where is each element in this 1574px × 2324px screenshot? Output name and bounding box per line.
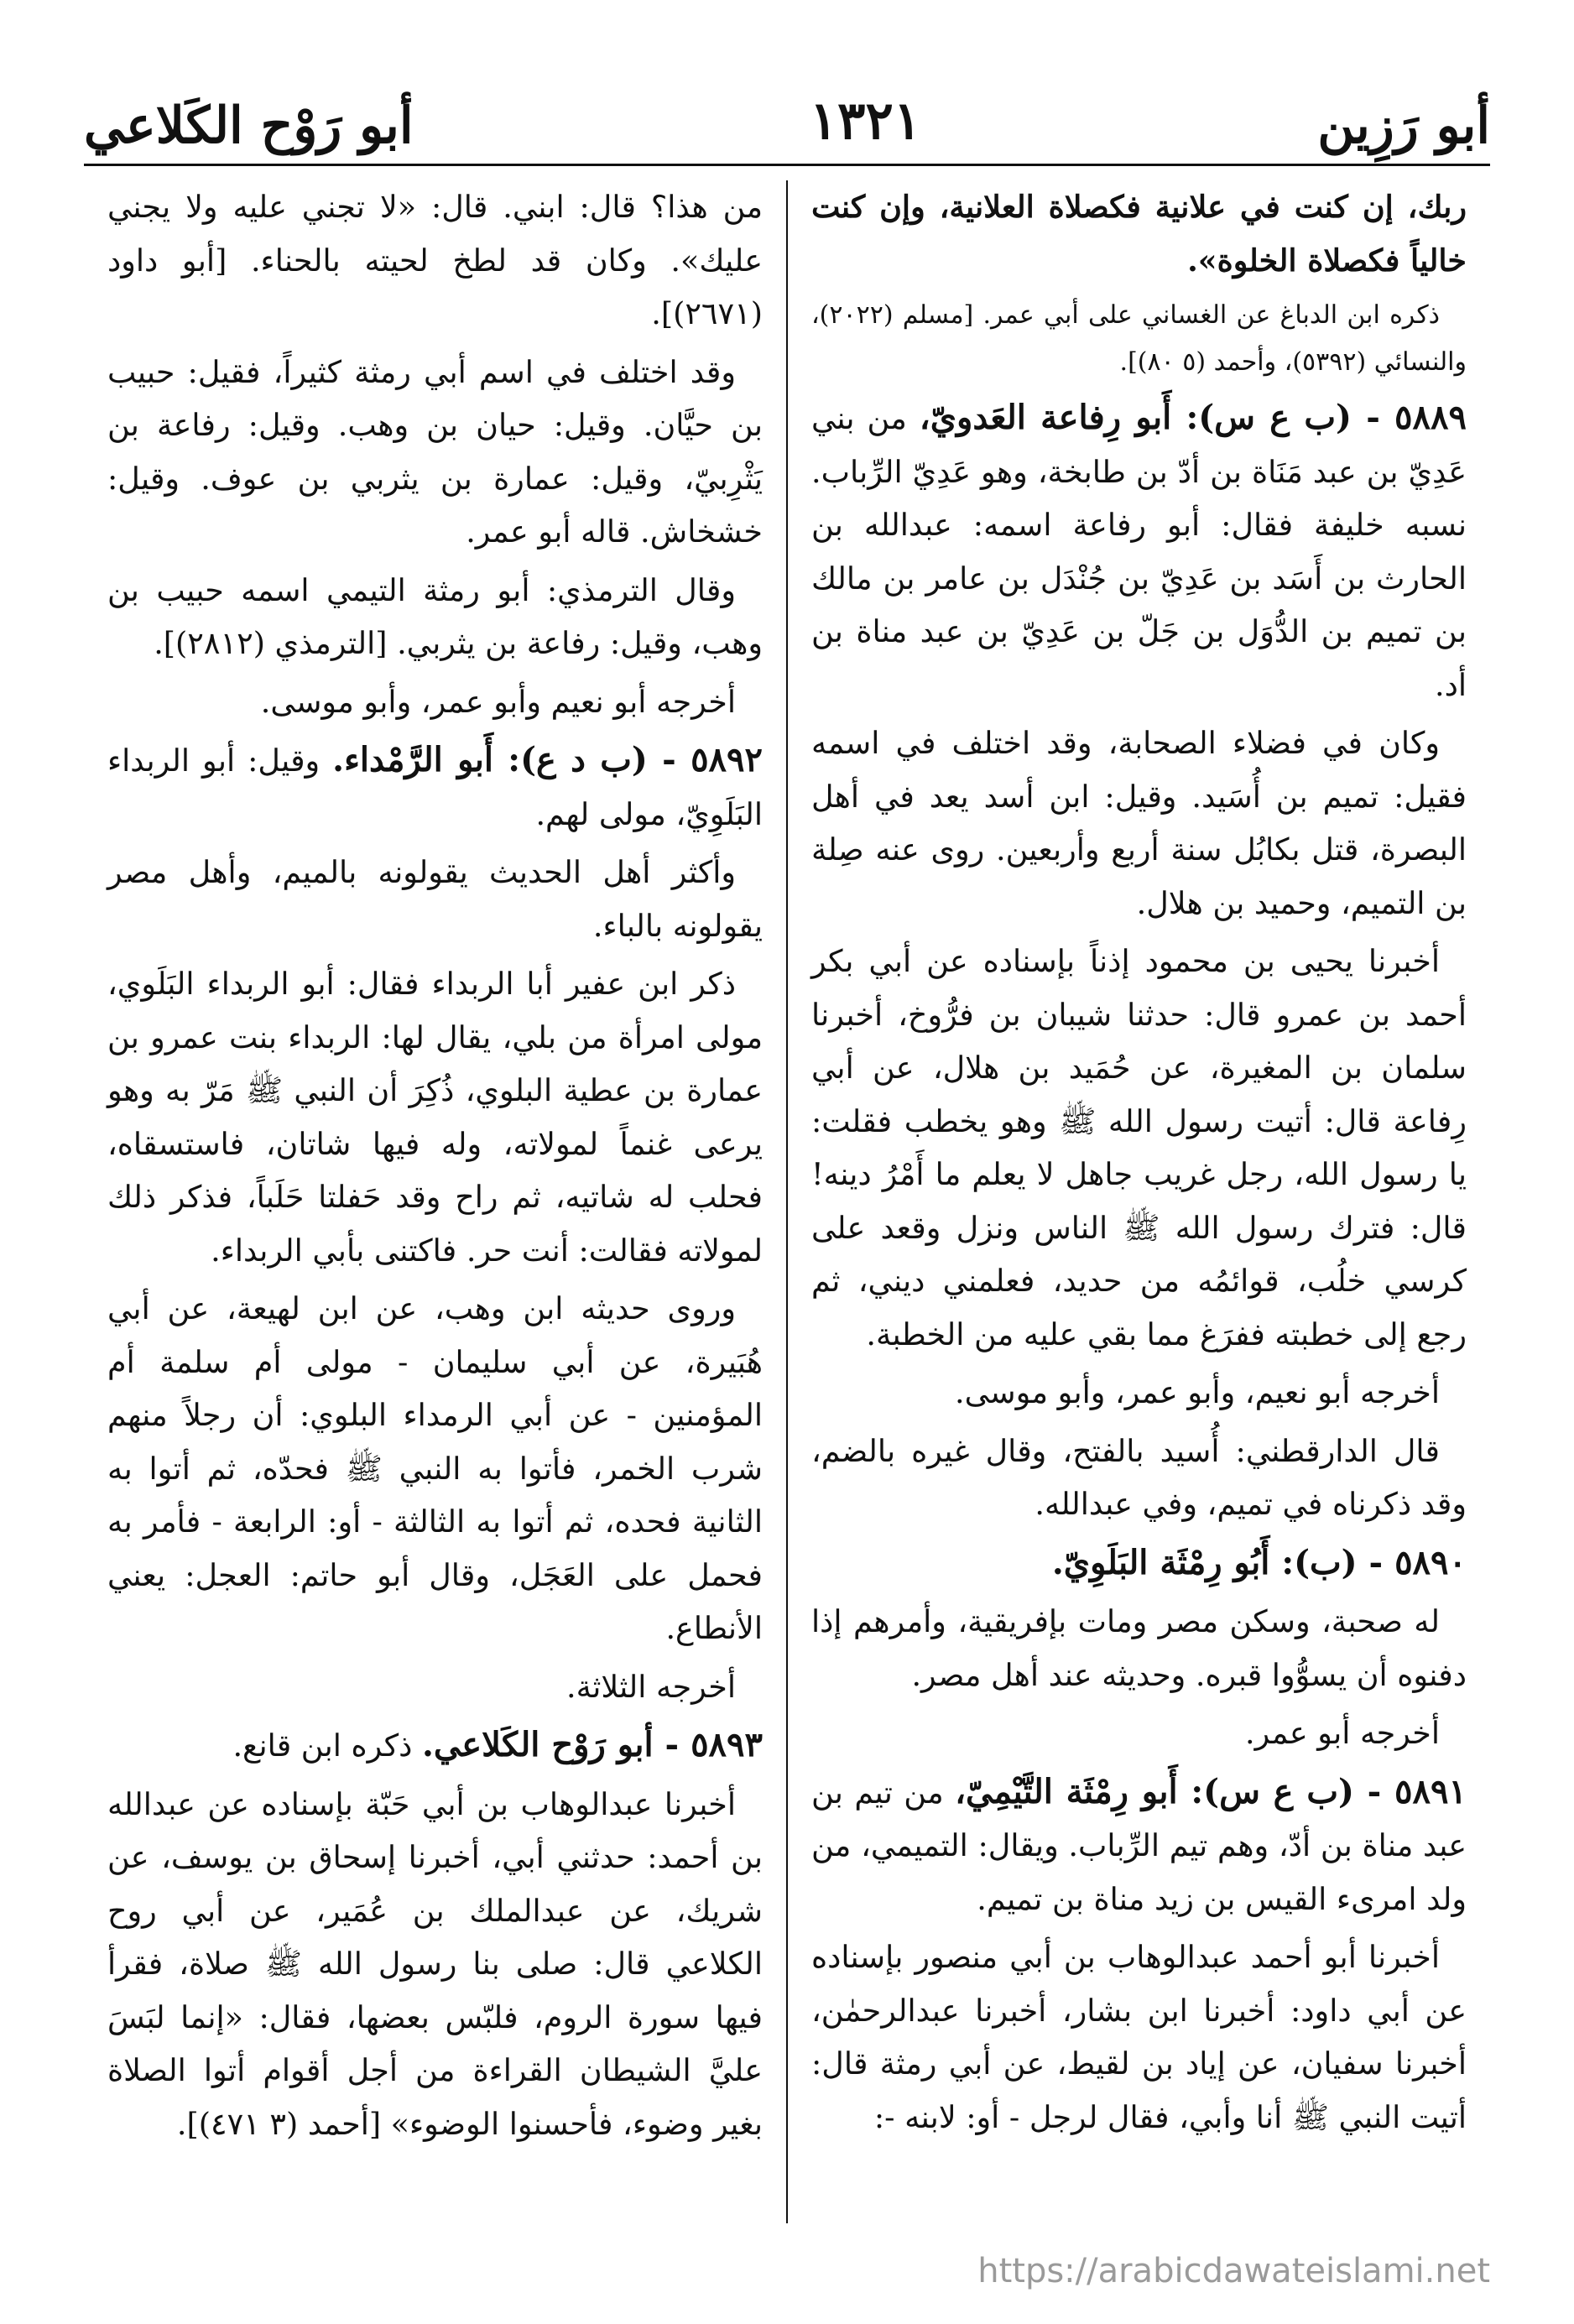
page-number: ١٣٢١ <box>809 90 922 151</box>
paragraph: له صحبة، وسكن مصر ومات بإفريقية، وأمرهم إذا دفنوه أن يسوُّوا قبره. وحديثه عند أهل مصر. <box>811 1603 1467 1693</box>
entry-text: من بني عَدِيّ بن عبد مَنَاة بن أدّ بن طابخة، وهو عَدِيّ الرِّباب. نسبه خليفة فقال: أبو رفاعة اسمه: عبدالله بن الحارث بن أَسَد بن عَدِيّ بن جُنْدَل بن عامر بن مالك بن تميم بن الدُّوَل بن جَلّ بن عَدِيّ بن عبد مناة بن أد. <box>811 400 1467 703</box>
paragraph: أخبرنا يحيى بن محمود إذناً بإسناده عن أبي بكر أحمد بن عمرو قال: حدثنا شيبان بن فرُّوخ، أخبرنا سلمان بن المغيرة، عن حُمَيد بن هلال، عن أبي رِفاعة قال: أتيت رسول الله ﷺ وهو يخطب فقلت: يا رسول الله، رجل غريب جاهل لا يعلم ما أَمْرُ دينه! قال: فترك رسول الله ﷺ الناس ونزل وقعد على كرسي خلُب، قوائمُه من حديد، فعلمني ديني، ثم رجع إلى خطبته ففرَغ مما بقي عليه من الخطبة. <box>811 943 1467 1352</box>
entry-text: من تيم بن عبد مناة بن أدّ، وهم تيم الرِّباب. ويقال: التميمي، من ولد امرىء القيس بن زيد مناة بن تميم. <box>811 1774 1467 1917</box>
entry-text: وقيل: أبو الربداء البَلَوِيّ، مولى لهم. <box>107 743 763 832</box>
right-column <box>786 180 1490 2223</box>
paragraph: أخرجه أبو نعيم، وأبو عمر، وأبو موسى. <box>955 1374 1440 1410</box>
paragraph: ذكر ابن عفير أبا الربداء فقال: أبو الربداء البَلَوي، مولى امرأة من بلي، يقال لها: الربداء بنت عمرو بن عمارة بن عطية البلوي، ذُكِرَ أن النبي ﷺ مَرّ به وهو يرعى غنماً لمولاته، وله فيها شاتان، فاستسقاه، فحلب له شاتيه، ثم راح وقد حَفلتا حَلَباً، فذكر ذلك لمولاته فقالت: أنت حر. فاكتنى بأبي الربداء. <box>107 966 763 1269</box>
entry-heading: ٥٨٩١ - (ب ع س): أَبو رِمْثَة التَّيْمِيّ، <box>955 1771 1467 1811</box>
paragraph: ذكره ابن الدباغ عن الغساني على أبي عمر. [مسلم (٢٠٢٢)، والنسائي (٥٣٩٢)، وأحمد (٥ ٨٠)]. <box>811 300 1467 377</box>
left-column <box>84 180 786 2223</box>
running-head-left: أبو رَوْح الكَلاعي <box>84 96 414 155</box>
watermark-url: https://arabicdawateislami.net <box>977 2252 1490 2290</box>
paragraph: أخبرنا عبدالوهاب بن أبي حَبّة بإسناده عن عبدالله بن أحمد: حدثني أبي، أخبرنا إسحاق بن يوسف، عن شريك، عن عبدالملك بن عُمَير، عن أبي روح الكلاعي قال: صلى بنا رسول الله ﷺ صلاة، فقرأ فيها سورة الروم، فلبّس بعضها، فقال: «إنما لبَسَ عليَّ الشيطان القراءة من أجل أقوام أتوا الصلاة بغير وضوء، فأحسنوا الوضوء» [أحمد (٣ ٤٧١)]. <box>107 1785 763 2142</box>
paragraph: وروى حديثه ابن وهب، عن ابن لهيعة، عن أبي هُبَيرة، عن أبي سليمان - مولى أم سلمة أم المؤمنين - عن أبي الرمداء البلوي: أن رجلاً منهم شرب الخمر، فأتوا به النبي ﷺ فحدّه، ثم أتوا به الثانية فحده، ثم أتوا به الثالثة - أو: الرابعة - فأمر به فحمل على العَجَل، وقال أبو حاتم: العجل: يعني الأنطاع. <box>107 1290 763 1646</box>
page-header <box>84 59 1490 155</box>
paragraph: وكان في فضلاء الصحابة، وقد اختلف في اسمه فقيل: تميم بن أُسَيد. وقيل: ابن أسد يعد في أهل البصرة، قتل بكابُل سنة أربع وأربعين. روى عنه صِلة بن التميم، وحميد بن هلال. <box>811 725 1467 921</box>
entry-5893 <box>107 1718 763 1773</box>
paragraph: وقال الترمذي: أبو رمثة التيمي اسمه حبيب بن وهب، وقيل: رفاعة بن يثربي. [الترمذي (٢٨١٢)]. <box>107 571 763 661</box>
entry-5891 <box>811 1765 1467 1926</box>
text-columns <box>84 180 1490 2223</box>
paragraph: أخبرنا أبو أحمد عبدالوهاب بن أبي منصور بإسناده عن أبي داود: أخبرنا ابن بشار، أخبرنا عبدالرحمٰن، أخبرنا سفيان، عن إياد بن لقيط، عن أبي رمثة قال: أتيت النبي ﷺ أنا وأبي، فقال لرجل - أو: لابنه -: <box>811 1939 1467 2135</box>
paragraph: أخرجه أبو عمر. <box>1245 1715 1440 1751</box>
paragraph: وقد اختلف في اسم أبي رمثة كثيراً، فقيل: حبيب بن حيَّان. وقيل: حيان بن وهب. وقيل: رفاعة بن يَثْرِبيّ، وقيل: عمارة بن يثربي بن عوف. وقيل: خشخاش. قاله أبو عمر. <box>107 353 763 550</box>
entry-heading: ٥٨٩٢ - (ب د ع): أَبو الرَّمْداء. <box>332 740 763 779</box>
paragraph: قال الدارقطني: أُسيد بالفتح، وقال غيره بالضم، وقد ذكرناه في تميم، وفي عبدالله. <box>811 1432 1467 1522</box>
paragraph: من هذا؟ قال: ابني. قال: «لا تجني عليه ولا يجني عليك». وكان قد لطخ لحيته بالحناء. [أبو داود (٢٦٧١)]. <box>107 189 763 331</box>
entry-text: ذكره ابن قانع. <box>232 1727 413 1764</box>
entry-5889 <box>811 391 1467 711</box>
entry-heading: ٥٨٩٣ - أبو رَوْح الكَلاعي. <box>422 1725 763 1764</box>
paragraph: أخرجه الثلاثة. <box>566 1668 736 1705</box>
entry-5892 <box>107 733 763 841</box>
entry-heading: ٥٨٩٠ - (ب): أَبُو رِمْثَة البَلَوِيّ. <box>1051 1542 1467 1582</box>
entry-heading: ٥٨٨٩ - (ب ع س): أَبو رِفاعة العَدويّ، <box>919 398 1467 437</box>
paragraph: أخرجه أبو نعيم وأبو عمر، وأبو موسى. <box>260 683 736 720</box>
header-rule <box>84 164 1490 166</box>
entry-5890 <box>811 1536 1467 1591</box>
paragraph: وأكثر أهل الحديث يقولونه بالميم، وأهل مصر يقولونه بالباء. <box>107 854 763 944</box>
paragraph: ربك، إن كنت في علانية فكصلاة العلانية، وإن كنت خالياً فكصلاة الخلوة». <box>811 189 1467 279</box>
running-head-right: أبو رَزِين <box>1317 96 1490 155</box>
